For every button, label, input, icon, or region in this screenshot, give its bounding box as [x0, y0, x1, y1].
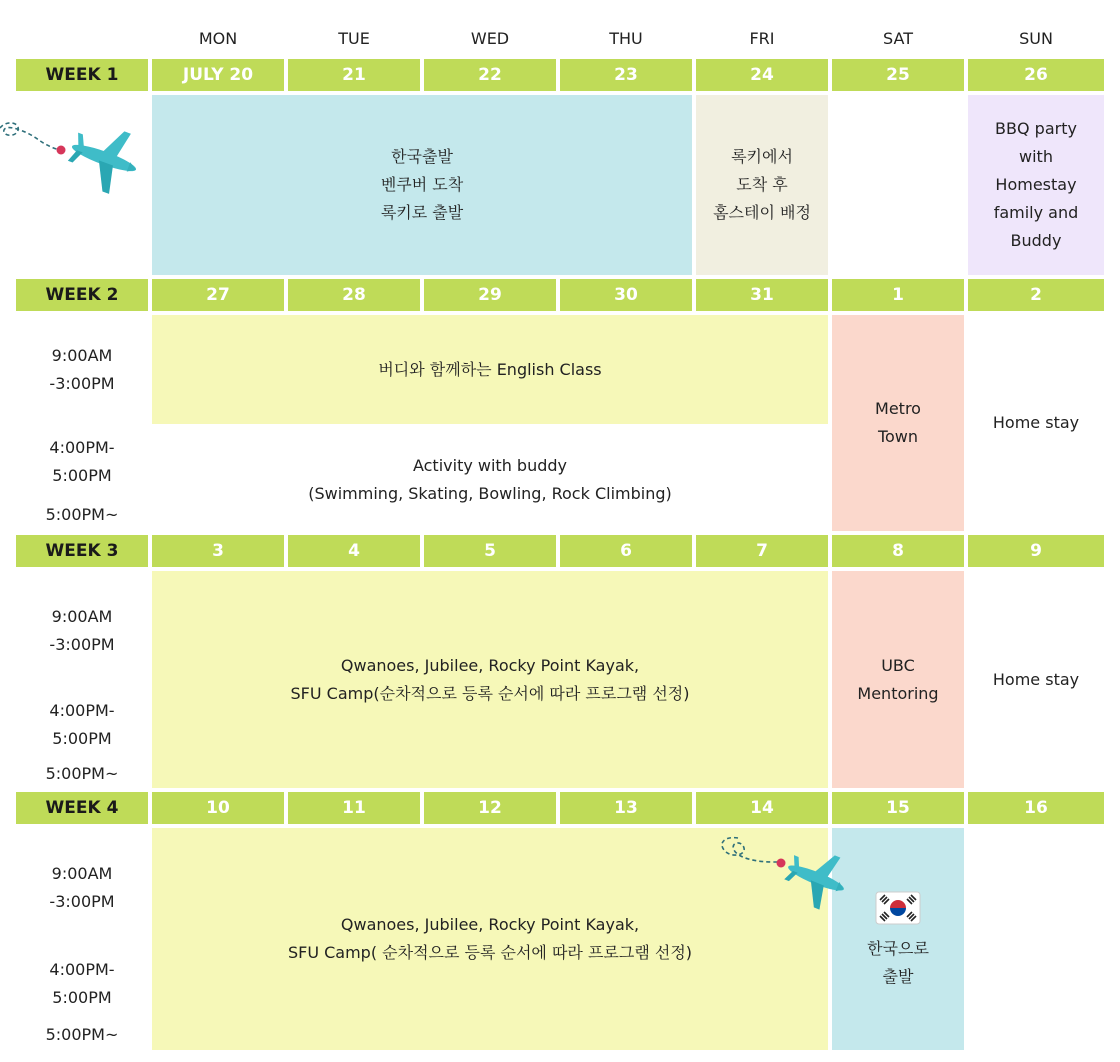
time-slot-evening: 5:00PM~ [16, 759, 148, 788]
date-cell: 5 [424, 535, 556, 567]
date-cell: 30 [560, 279, 692, 311]
day-header-fri: FRI [696, 22, 828, 55]
event-depart-korea: 한국출발 벤쿠버 도착 록키로 출발 [152, 95, 692, 275]
time-slot-afternoon: 4:00PM- 5:00PM [16, 695, 148, 755]
event-metro-town: Metro Town [832, 315, 964, 531]
week-label: WEEK 4 [16, 792, 148, 824]
date-cell: 25 [832, 59, 964, 91]
date-cell: 7 [696, 535, 828, 567]
time-slot-evening: 5:00PM~ [16, 1019, 148, 1050]
time-slot-evening: 5:00PM~ [16, 499, 148, 531]
time-slot-afternoon: 4:00PM- 5:00PM [16, 952, 148, 1015]
date-cell: 15 [832, 792, 964, 824]
date-cell: 12 [424, 792, 556, 824]
date-cell: 29 [424, 279, 556, 311]
event-ubc-mentoring: UBC Mentoring [832, 571, 964, 788]
date-cell: 28 [288, 279, 420, 311]
date-cell: 10 [152, 792, 284, 824]
date-cell: JULY 20 [152, 59, 284, 91]
empty-day-cell [832, 95, 964, 275]
date-cell: 8 [832, 535, 964, 567]
date-cell: 26 [968, 59, 1104, 91]
date-cell: 14 [696, 792, 828, 824]
date-cell: 11 [288, 792, 420, 824]
date-cell: 23 [560, 59, 692, 91]
date-cell: 16 [968, 792, 1104, 824]
event-bbq-party: BBQ party with Homestay family and Buddy [968, 95, 1104, 275]
event-home-stay: Home stay [968, 571, 1104, 788]
date-cell: 21 [288, 59, 420, 91]
date-cell: 13 [560, 792, 692, 824]
time-slot-morning: 9:00AM -3:00PM [16, 571, 148, 691]
day-header-wed: WED [424, 22, 556, 55]
day-header-tue: TUE [288, 22, 420, 55]
date-cell: 1 [832, 279, 964, 311]
event-return-label: 한국으로 출발 [867, 939, 929, 986]
date-cell: 22 [424, 59, 556, 91]
date-cell: 31 [696, 279, 828, 311]
korea-flag-icon [875, 891, 921, 925]
date-cell: 6 [560, 535, 692, 567]
empty-day-cell [968, 828, 1104, 1050]
week-label: WEEK 1 [16, 59, 148, 91]
event-return-korea [832, 828, 964, 1050]
event-activity-buddy: Activity with buddy (Swimming, Skating, Bowling, Rock Climbing) [152, 428, 828, 531]
day-header-sat: SAT [832, 22, 964, 55]
event-english-class: 버디와 함께하는 English Class [152, 315, 828, 424]
date-cell: 24 [696, 59, 828, 91]
date-cell: 9 [968, 535, 1104, 567]
day-header-thu: THU [560, 22, 692, 55]
date-cell: 2 [968, 279, 1104, 311]
day-header-mon: MON [152, 22, 284, 55]
event-camp: Qwanoes, Jubilee, Rocky Point Kayak, SFU Camp( 순차적으로 등록 순서에 따라 프로그램 선정) [152, 828, 828, 1050]
airplane-icon [0, 110, 145, 200]
week-label: WEEK 3 [16, 535, 148, 567]
event-rocky-homestay: 록키에서 도착 후 홈스테이 배정 [696, 95, 828, 275]
week-label: WEEK 2 [16, 279, 148, 311]
time-slot-afternoon: 4:00PM- 5:00PM [16, 428, 148, 495]
airplane-icon [716, 832, 851, 912]
day-header-sun: SUN [968, 22, 1104, 55]
event-camp: Qwanoes, Jubilee, Rocky Point Kayak, SFU Camp(순차적으로 등록 순서에 따라 프로그램 선정) [152, 571, 828, 788]
date-cell: 4 [288, 535, 420, 567]
date-cell: 27 [152, 279, 284, 311]
event-home-stay: Home stay [968, 315, 1104, 531]
date-cell: 3 [152, 535, 284, 567]
time-slot-morning: 9:00AM -3:00PM [16, 315, 148, 424]
corner-header [16, 22, 148, 55]
time-slot-morning: 9:00AM -3:00PM [16, 828, 148, 948]
